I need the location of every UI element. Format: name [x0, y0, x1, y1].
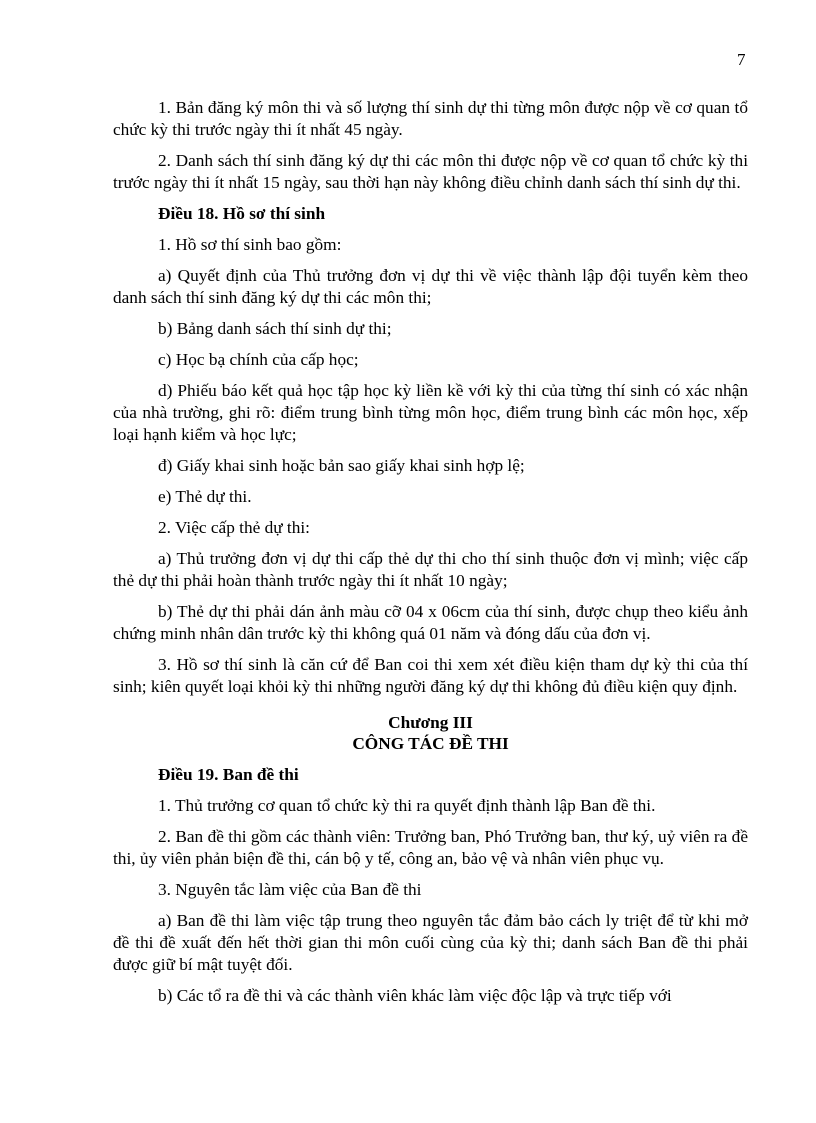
paragraph: 3. Hồ sơ thí sinh là căn cứ để Ban coi thi xem xét điều kiện tham dự kỳ thi của thí sinh; kiên quyết loại khỏi kỳ thi những người đăng ký dự thi không đủ điều kiện quy định. — [113, 655, 748, 696]
paragraph: d) Phiếu báo kết quả học tập học kỳ liền kề với kỳ thi của từng thí sinh có xác nhận của nhà trường, ghi rõ: điểm trung bình từng môn học, điểm trung bình các môn học, xếp loại hạnh kiểm và học lực; — [113, 381, 748, 444]
paragraph: b) Các tổ ra đề thi và các thành viên khác làm việc độc lập và trực tiếp với — [158, 986, 672, 1005]
paragraph: 2. Ban đề thi gồm các thành viên: Trưởng ban, Phó Trưởng ban, thư ký, uỷ viên ra đề thi, ủy viên phản biện đề thi, cán bộ y tế, công an, bảo vệ và nhân viên phục vụ. — [113, 827, 748, 868]
paragraph: 3. Nguyên tắc làm việc của Ban đề thi — [158, 880, 422, 899]
paragraph: 2. Việc cấp thẻ dự thi: — [158, 518, 310, 537]
chapter-title: CÔNG TÁC ĐỀ THI — [352, 734, 509, 753]
paragraph: 1. Thủ trưởng cơ quan tổ chức kỳ thi ra quyết định thành lập Ban đề thi. — [158, 796, 656, 815]
paragraph: e) Thẻ dự thi. — [158, 487, 252, 506]
paragraph: 2. Danh sách thí sinh đăng ký dự thi các môn thi được nộp về cơ quan tổ chức kỳ thi trước ngày thi ít nhất 15 ngày, sau thời hạn này không điều chỉnh danh sách thí sinh dự thi. — [113, 151, 748, 192]
paragraph: c) Học bạ chính của cấp học; — [158, 350, 359, 369]
chapter-heading — [113, 712, 748, 754]
paragraph: b) Thẻ dự thi phải dán ảnh màu cỡ 04 x 06cm của thí sinh, được chụp theo kiểu ảnh chứng minh nhân dân trước kỳ thi không quá 01 năm và đóng dấu của đơn vị. — [113, 602, 748, 643]
paragraph: đ) Giấy khai sinh hoặc bản sao giấy khai sinh hợp lệ; — [158, 456, 525, 475]
paragraph: a) Ban đề thi làm việc tập trung theo nguyên tắc đảm bảo cách ly triệt để từ khi mở đề thi đề xuất đến hết thời gian thi môn cuối cùng của kỳ thi; danh sách Ban đề thi phải được giữ bí mật tuyệt đối. — [113, 911, 748, 974]
article-19-heading: Điều 19. Ban đề thi — [158, 765, 299, 784]
document-body — [113, 97, 748, 1016]
paragraph: a) Quyết định của Thủ trưởng đơn vị dự thi về việc thành lập đội tuyển kèm theo danh sách thí sinh đăng ký dự thi các môn thi; — [113, 266, 748, 307]
paragraph: a) Thủ trưởng đơn vị dự thi cấp thẻ dự thi cho thí sinh thuộc đơn vị mình; việc cấp thẻ dự thi phải hoàn thành trước ngày thi ít nhất 10 ngày; — [113, 549, 748, 590]
paragraph: 1. Bản đăng ký môn thi và số lượng thí sinh dự thi từng môn được nộp về cơ quan tổ chức kỳ thi trước ngày thi ít nhất 45 ngày. — [113, 98, 748, 139]
paragraph: b) Bảng danh sách thí sinh dự thi; — [158, 319, 392, 338]
chapter-label: Chương III — [388, 713, 473, 732]
page-number: 7 — [737, 50, 746, 69]
article-18-heading: Điều 18. Hồ sơ thí sinh — [158, 204, 326, 223]
paragraph: 1. Hồ sơ thí sinh bao gồm: — [158, 235, 342, 254]
